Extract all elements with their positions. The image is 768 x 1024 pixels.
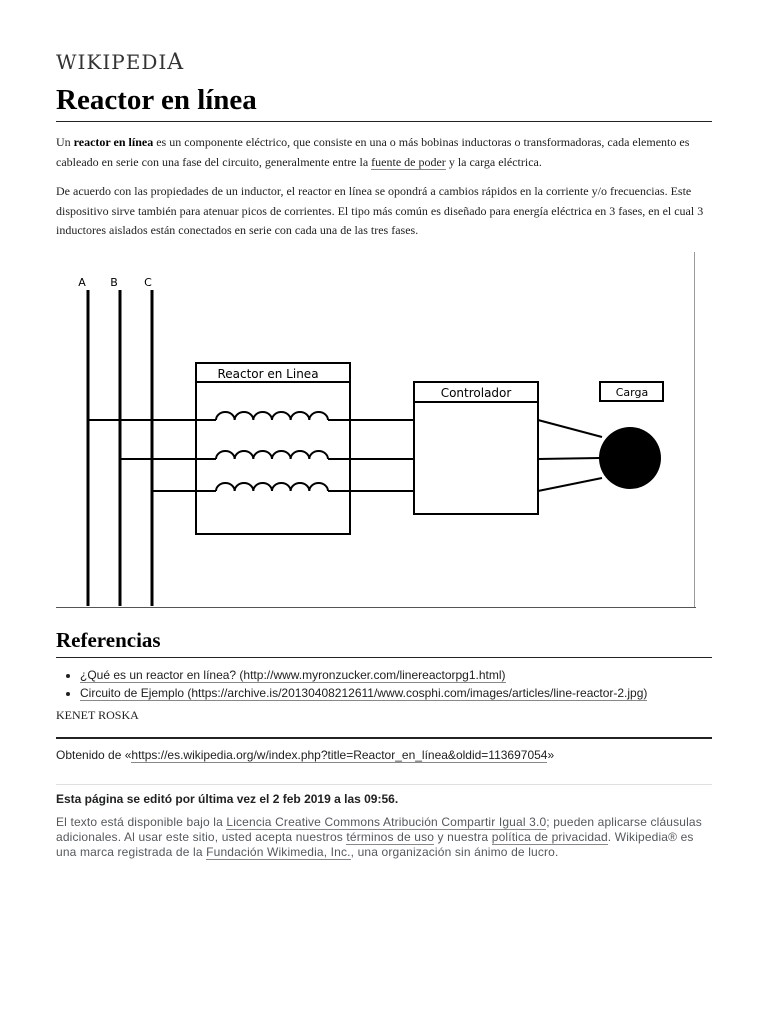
figure-right-border bbox=[694, 252, 695, 608]
reference-link-2[interactable]: Circuito de Ejemplo (https://archive.is/20130408212611/www.cosphi.com/images/articles/line-reactor-2.jpg) bbox=[80, 686, 648, 700]
privacy-link[interactable]: política de privacidad bbox=[491, 830, 608, 844]
license-link[interactable]: Licencia Creative Commons Atribución Compartir Igual 3.0 bbox=[226, 815, 547, 829]
figure-bottom-border bbox=[56, 607, 696, 608]
list-item bbox=[80, 684, 720, 702]
list-item bbox=[80, 666, 720, 684]
intro-bold-term: reactor en línea bbox=[73, 135, 154, 149]
reactor-box bbox=[196, 363, 350, 534]
trademark-prefix: . Wikipedia® es una marca registrada de la bbox=[56, 830, 694, 859]
footer-divider bbox=[56, 737, 712, 739]
license-prefix: El texto está disponible bajo la bbox=[56, 815, 227, 829]
wire-a-out bbox=[538, 420, 602, 437]
wordmark-end: A bbox=[167, 50, 185, 75]
intro-paragraph bbox=[56, 133, 712, 172]
author-signature: KENET ROSKA bbox=[56, 708, 139, 722]
wire-c-out bbox=[538, 478, 602, 491]
reference-link-1[interactable]: ¿Qué es un reactor en línea? (http://www.myronzucker.com/linereactorpg1.html) bbox=[80, 668, 506, 682]
intro-mid: es un componente eléctrico, que consiste en una o más bobinas inductoras o transformadoras, cada elemento es cableado en serie con una fase del circuito, generalmente entre la bbox=[56, 135, 690, 169]
footer-thin-divider bbox=[56, 784, 712, 785]
foundation-link[interactable]: Fundación Wikimedia, Inc. bbox=[206, 845, 351, 859]
intro-pre: Un bbox=[56, 135, 74, 149]
wire-b-out bbox=[538, 458, 600, 459]
intro-post: y la carga eléctrica. bbox=[445, 154, 542, 169]
body-paragraph: De acuerdo con las propiedades de un inductor, el reactor en línea se opondrá a cambios rápidos en la corriente y/o frecuencias. Este dispositivo sirve también para atenuar picos de corrientes. El tipo más común es diseñado para energía eléctrica en 3 fases, en el cual 3 inductores aislados están conectados en serie con cada una de las tres fases. bbox=[56, 184, 704, 237]
retrieved-suffix: » bbox=[547, 748, 555, 762]
phase-b-label: B bbox=[110, 276, 118, 289]
page-title: Reactor en línea bbox=[56, 84, 712, 122]
permanent-link[interactable]: https://es.wikipedia.org/w/index.php?title=Reactor_en_línea&oldid=113697054 bbox=[131, 748, 548, 762]
diagram-svg bbox=[56, 252, 696, 610]
phase-a-label: A bbox=[78, 276, 86, 289]
license-notice bbox=[56, 815, 712, 860]
phase-c-label: C bbox=[144, 276, 152, 289]
reactor-label: Reactor en Linea bbox=[217, 367, 319, 381]
references-list bbox=[56, 666, 720, 702]
terms-link[interactable]: términos de uso bbox=[346, 830, 435, 844]
reactor-circuit-diagram bbox=[56, 252, 696, 610]
load-label: Carga bbox=[615, 386, 649, 399]
wordmark-main: WIKIPEDI bbox=[56, 50, 168, 74]
references-heading: Referencias bbox=[56, 628, 712, 658]
license-middle: ; pueden aplicarse cláusulas adicionales. Al usar este sitio, usted acepta nuestros bbox=[56, 815, 702, 844]
license-and: y nuestra bbox=[434, 830, 492, 844]
last-edited: Esta página se editó por última vez el 2 feb 2019 a las 09:56. bbox=[56, 792, 399, 806]
trademark-suffix: , una organización sin ánimo de lucro. bbox=[350, 845, 559, 859]
retrieved-from bbox=[56, 748, 554, 762]
retrieved-prefix: Obtenido de « bbox=[56, 748, 132, 762]
load-motor-symbol bbox=[599, 427, 661, 489]
wikipedia-wordmark[interactable] bbox=[56, 50, 184, 75]
power-source-link[interactable]: fuente de poder bbox=[371, 154, 446, 169]
controller-label: Controlador bbox=[440, 386, 512, 400]
